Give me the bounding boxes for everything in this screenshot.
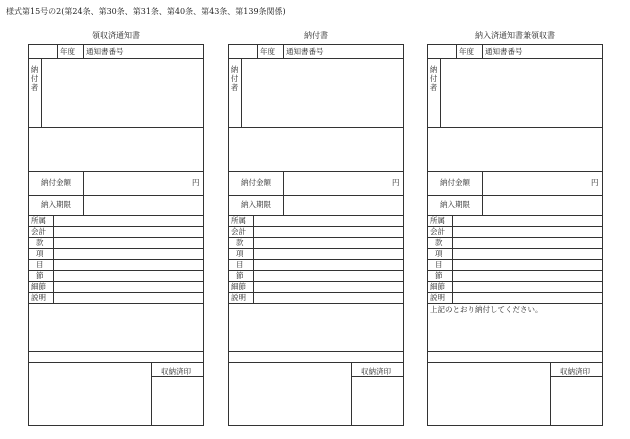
receipt-notice-form <box>28 44 204 426</box>
stamp-label: 収納済印 <box>361 367 391 376</box>
row-label: 説明 <box>430 293 445 302</box>
row-label: 細節 <box>430 282 445 291</box>
amount-label: 納付金額 <box>241 178 271 187</box>
stamp-label: 収納済印 <box>161 367 191 376</box>
yen-label: 円 <box>192 178 200 187</box>
row-label: 会計 <box>231 227 246 236</box>
notice-number-label: 通知書番号 <box>286 47 324 56</box>
row-label: 会計 <box>31 227 46 236</box>
notice-number-label: 通知書番号 <box>485 47 523 56</box>
amount-label: 納付金額 <box>440 178 470 187</box>
amount-label: 納付金額 <box>41 178 71 187</box>
yen-label: 円 <box>392 178 400 187</box>
deadline-label: 納入期限 <box>41 200 71 209</box>
row-label: 款 <box>236 238 244 247</box>
yen-label: 円 <box>591 178 599 187</box>
payment-slip-form <box>228 44 404 426</box>
form-title-receipt-notice: 領収済通知書 <box>92 31 140 40</box>
row-label: 所属 <box>31 216 46 225</box>
row-label: 目 <box>36 260 44 269</box>
row-label: 節 <box>435 271 443 280</box>
row-label: 目 <box>236 260 244 269</box>
row-label: 目 <box>435 260 443 269</box>
row-label: 項 <box>236 249 244 258</box>
row-label: 項 <box>435 249 443 258</box>
form-header: 様式第15号の2(第24条、第30条、第31条、第40条、第43条、第139条関係) <box>6 7 286 16</box>
row-label: 所属 <box>430 216 445 225</box>
row-label: 節 <box>36 271 44 280</box>
payer-label: 納付者 <box>429 65 438 92</box>
row-label: 会計 <box>430 227 445 236</box>
form-title-payment-slip: 納付書 <box>304 31 328 40</box>
year-label: 年度 <box>60 47 75 56</box>
row-label: 説明 <box>231 293 246 302</box>
row-label: 款 <box>435 238 443 247</box>
payer-label: 納付者 <box>230 65 239 92</box>
form-title-receipt: 納入済通知書兼領収書 <box>475 31 555 40</box>
notice-number-label: 通知書番号 <box>86 47 124 56</box>
payment-note: 上記のとおり納付してください。 <box>430 305 543 314</box>
row-label: 細節 <box>31 282 46 291</box>
row-label: 款 <box>36 238 44 247</box>
row-label: 項 <box>36 249 44 258</box>
row-label: 細節 <box>231 282 246 291</box>
receipt-form <box>427 44 603 426</box>
row-label: 所属 <box>231 216 246 225</box>
deadline-label: 納入期限 <box>241 200 271 209</box>
deadline-label: 納入期限 <box>440 200 470 209</box>
row-label: 節 <box>236 271 244 280</box>
payer-label: 納付者 <box>30 65 39 92</box>
year-label: 年度 <box>459 47 474 56</box>
stamp-label: 収納済印 <box>560 367 590 376</box>
row-label: 説明 <box>31 293 46 302</box>
year-label: 年度 <box>260 47 275 56</box>
